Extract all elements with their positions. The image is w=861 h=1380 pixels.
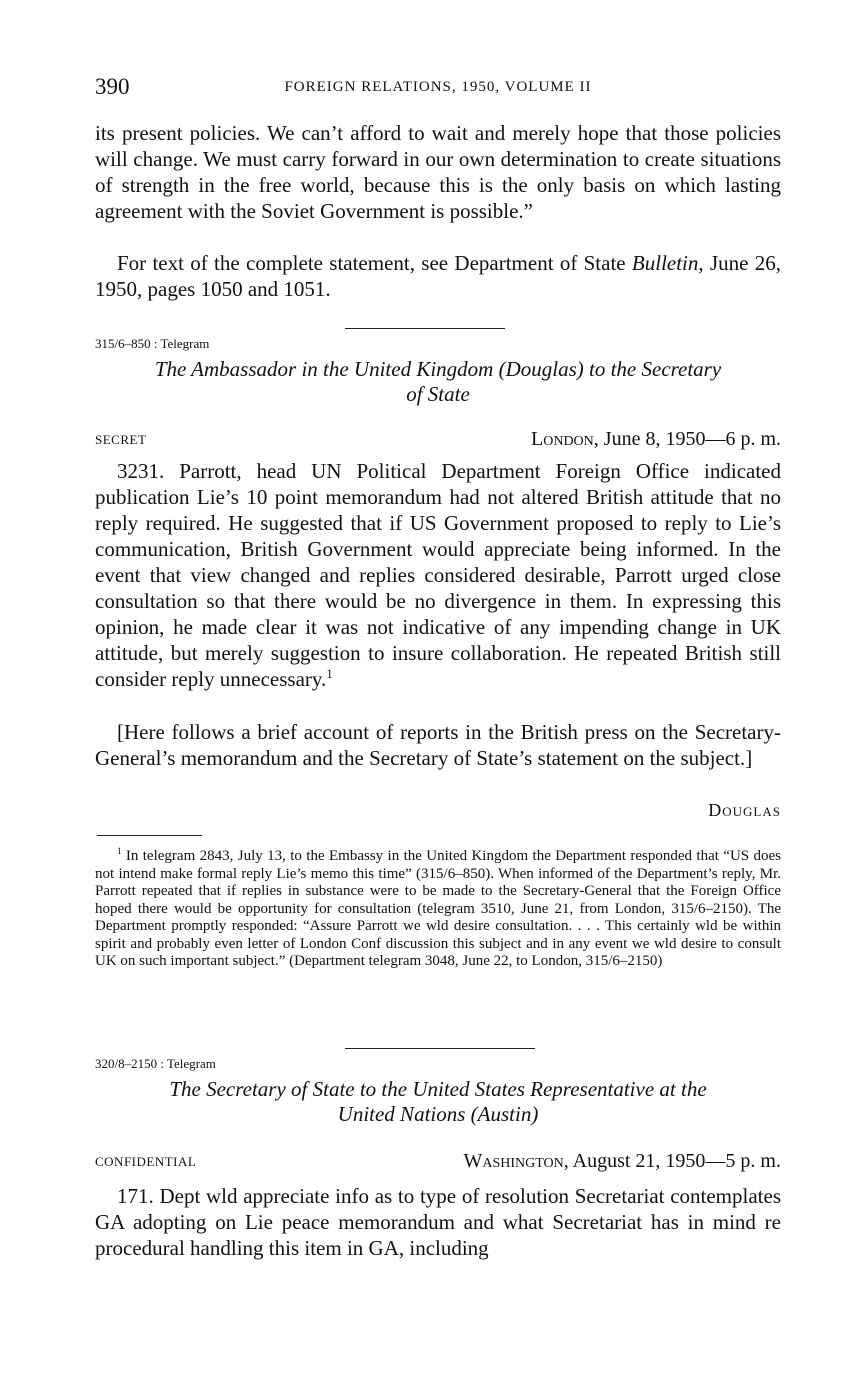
doc1-telegram-text: 3231. Parrott, head UN Political Department Foreign Office indicated publication Lie’s 10 point memorandum had not altered British attitude that no reply required. He suggested that if US Government proposed to reply to Lie’s communication, British Government would appreciate being informed. In the event that view changed and replies considered desirable, Parrott urged close consultation so that there would be no divergence in them. In expressing this opinion, he made clear it was not indicative of any impending change in UK attitude, but merely suggestion to insure collaboration. He repeated British still consider reply unnecessary. [95, 459, 781, 691]
page-number: 390 [95, 74, 130, 99]
doc1-place-date [531, 428, 781, 451]
doc2-title [95, 1077, 781, 1127]
footnote-number: 1 [117, 846, 122, 856]
reference-text-pre: For text of the complete statement, see Department of State [117, 251, 632, 275]
doc1-date: , June 8, 1950—6 p. m. [593, 428, 781, 450]
doc1-editorial-note: [Here follows a brief account of reports in the British press on the Secretary-General’s memorandum and the Secretary of State’s statement on the subject.] [95, 720, 781, 770]
doc2-place: Washington [463, 1150, 564, 1172]
doc1-telegram-paragraph [95, 458, 781, 692]
running-head: FOREIGN RELATIONS, 1950, VOLUME II [284, 79, 592, 95]
doc1-footnote [95, 848, 781, 971]
reference-bulletin-title: Bulletin [631, 251, 699, 275]
doc2-telegram-paragraph: 171. Dept wld appreciate info as to type of resolution Secretariat contemplates GA adopting on Lie peace memorandum and what Secretariat has in mind re procedural handling this item in GA, including [95, 1184, 781, 1260]
doc1-file-reference: 315/6–850 : Telegram [95, 336, 210, 351]
footnote-rule [97, 835, 202, 836]
continued-quote-paragraph: its present policies. We can’t afford to wait and merely hope that those policies will change. We must carry forward in our own determination to create situations of strength in the free world, because this is the only basis on which lasting agreement with the Soviet Government is possible.” [95, 121, 781, 223]
doc1-classification: SECRET [95, 432, 147, 447]
reference-text-post: , June 26, 1950, pages 1050 and 1051. [95, 251, 781, 301]
page-header [95, 74, 781, 104]
doc1-place: London [531, 428, 594, 450]
doc2-file-reference: 320/8–2150 : Telegram [95, 1056, 216, 1071]
doc1-signature: Douglas [708, 800, 781, 820]
reference-paragraph [95, 250, 781, 302]
section-divider-rule [345, 328, 505, 329]
doc2-date: , August 21, 1950—5 p. m. [563, 1150, 781, 1172]
doc2-title-line1: The Secretary of State to the United States Representative at the [169, 1077, 707, 1101]
doc2-classification: CONFIDENTIAL [95, 1154, 197, 1169]
doc1-footnote-text: In telegram 2843, July 13, to the Embassy in the United Kingdom the Department responded that “US does not intend make formal reply Lie’s memo this time” (315/6–850). When informed of the Department’s reply, Mr. Parrott repeated that if replies in substance were to be made to the Secretary-General that the Foreign Office hoped there would be opportunity for consultation (telegram 3510, June 21, from London, 315/6–2150). The Department promptly responded: “Assure Parrott we wld desire consultation. . . . This certainly wld be within spirit and probably even letter of London Conf discussion this subject and in any event we wld desire to consult UK on such important subject.” (Department telegram 3048, June 22, to London, 315/6–2150) [95, 848, 782, 969]
section-divider-rule-2 [345, 1048, 535, 1049]
doc1-title [95, 357, 781, 407]
doc1-title-line1: The Ambassador in the United Kingdom (Douglas) to the Secretary [154, 357, 722, 381]
doc2-title-line2: United Nations (Austin) [337, 1102, 539, 1126]
doc1-footnote-marker: 1 [326, 667, 333, 681]
doc2-place-date [463, 1150, 781, 1173]
doc1-title-line2: of State [406, 382, 470, 406]
